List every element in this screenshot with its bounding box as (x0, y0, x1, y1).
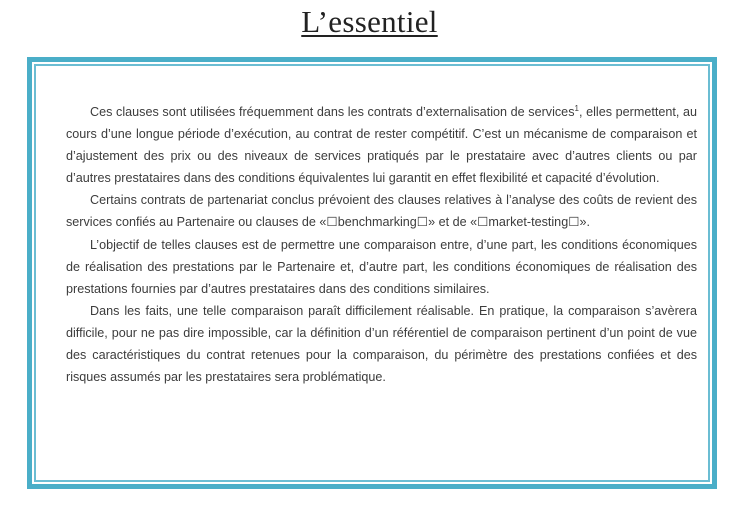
paragraph-2: Certains contrats de partenariat conclus prévoient des clauses relatives à l’analyse des coûts de revient des services confiés au Partenaire ou clauses de «☐benchmarking☐» et de «☐market-testing☐». (66, 193, 697, 230)
title-text: L’essentiel (301, 4, 438, 39)
footnote-ref-1[interactable]: 1 (574, 104, 579, 113)
paragraph-1 (66, 101, 697, 189)
paragraph-1-text: Ces clauses sont utilisées fréquemment dans les contrats d’externalisation de services (90, 105, 575, 119)
summary-box (27, 57, 717, 489)
document-title (0, 3, 739, 41)
summary-box-inner-border (34, 64, 710, 482)
paragraph-1-text-cont: , elles permettent, au cours d’une longue période d’exécution, au contrat de rester compétitif. C’est un mécanisme de comparaison et d’ajustement des prix ou des niveaux de services pratiqués par le prestataire avec d’autres clients ou par d’autres prestataires dans des conditions équivalentes lui garantit en effet flexibilité et capacité d’évolution. (66, 105, 698, 186)
paragraph-4: Dans les faits, une telle comparaison paraît difficilement réalisable. En pratique, la comparaison s’avèrera difficile, pour ne pas dire impossible, car la définition d’un référentiel de comparaison pertinent d’un point de vue des caractéristiques du contrat retenues pour la comparaison, du périmètre des prestations confiées et des risques assumés par les prestataires sera problématique. (66, 303, 697, 385)
summary-content (66, 101, 697, 388)
paragraph-3: L’objectif de telles clauses est de permettre une comparaison entre, d’une part, les conditions économiques de réalisation des prestations par le Partenaire et, d’autre part, les conditions économiques de réalisation des prestations fournies par d’autres prestataires dans des conditions similaires. (66, 237, 697, 296)
